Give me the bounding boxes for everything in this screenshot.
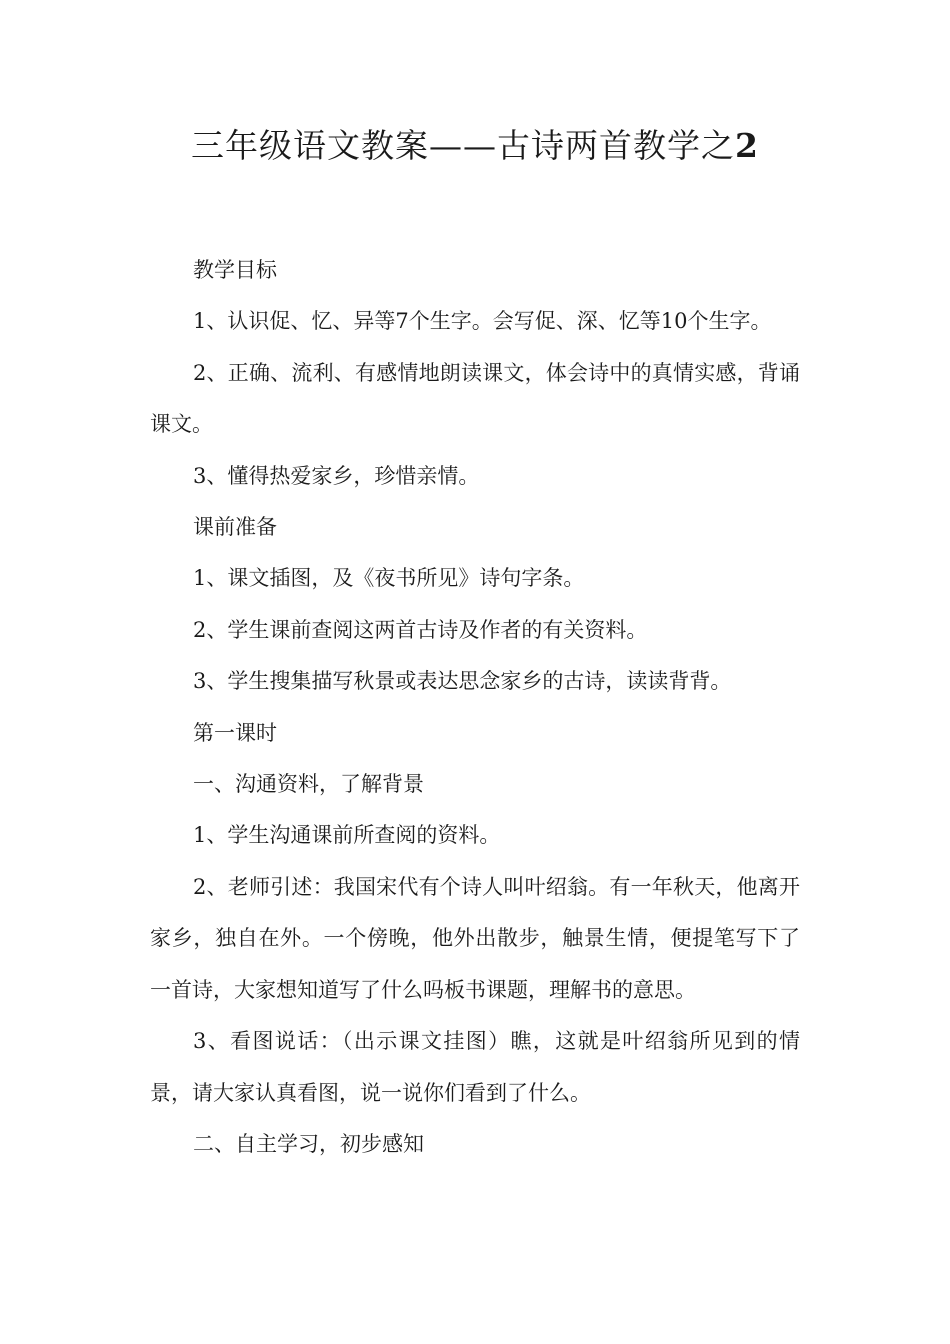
objective-item-3: 3、懂得热爱家乡，珍惜亲情。 xyxy=(193,463,480,488)
preparation-item-3: 3、学生搜集描写秋景或表达思念家乡的古诗，读读背背。 xyxy=(193,669,732,694)
preparation-item-1: 1、课文插图，及《夜书所见》诗句字条。 xyxy=(193,566,585,591)
step-1-item-1: 1、学生沟通课前所查阅的资料。 xyxy=(193,823,501,848)
section-heading-preparation: 课前准备 xyxy=(193,515,277,540)
title-text: 三年级语文教案——古诗两首教学之 xyxy=(191,126,736,165)
objective-item-1: 1、认识促、忆、异等7个生字。会写促、深、忆等10个生字。 xyxy=(193,309,772,334)
title-number: 2 xyxy=(735,126,759,165)
step-1-item-3: 3、看图说话：（出示课文挂图）瞧，这就是叶绍翁所见到的情景，请大家认真看图，说一说你们看到了什么。 xyxy=(150,1029,800,1105)
document-body xyxy=(150,245,800,1170)
section-heading-first-lesson: 第一课时 xyxy=(193,720,277,745)
objective-item-2: 2、正确、流利、有感情地朗读课文，体会诗中的真情实感，背诵课文。 xyxy=(150,360,800,437)
step-1-item-2: 2、老师引述：我国宋代有个诗人叫叶绍翁。有一年秋天，他离开家乡，独自在外。一个傍晚，他外出散步，触景生情，便提笔写下了一首诗，大家想知道写了什么吗板书课题，理解书的意思。 xyxy=(150,874,800,1002)
section-heading-objectives: 教学目标 xyxy=(193,258,277,282)
step-heading-1: 一、沟通资料，了解背景 xyxy=(193,772,424,797)
preparation-item-2: 2、学生课前查阅这两首古诗及作者的有关资料。 xyxy=(193,617,648,642)
document-title xyxy=(0,124,950,168)
step-heading-2: 二、自主学习，初步感知 xyxy=(193,1131,424,1156)
